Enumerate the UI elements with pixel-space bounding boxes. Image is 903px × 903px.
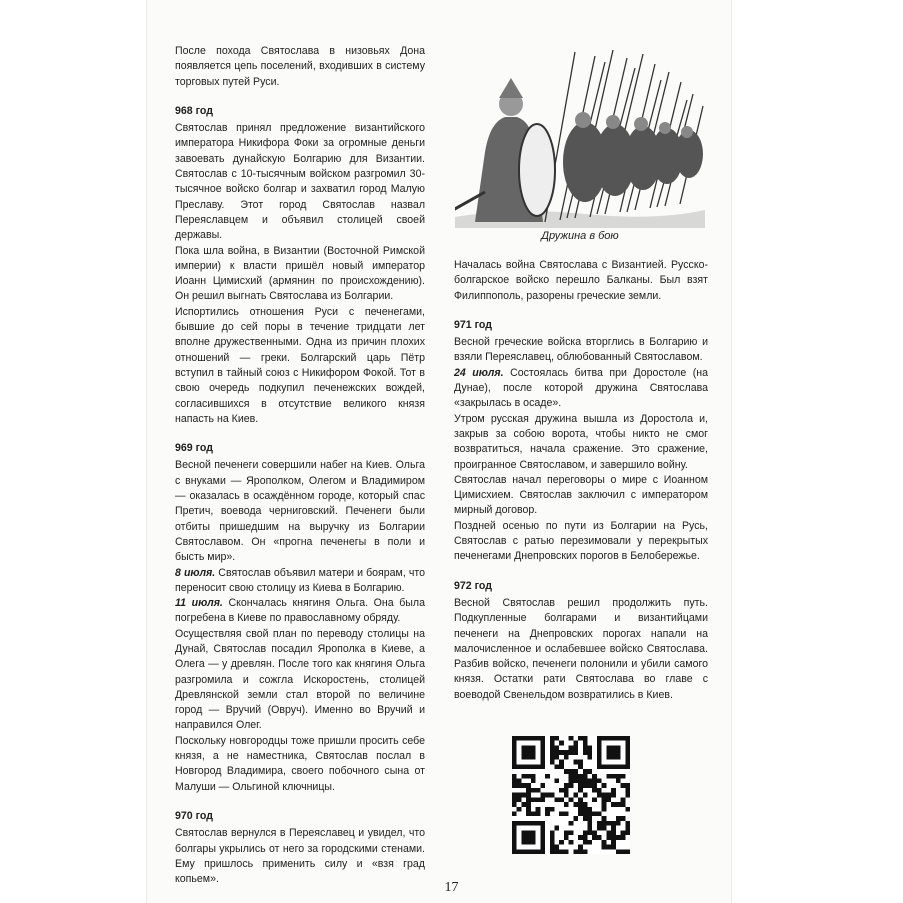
paragraph-971-1: Весной греческие войска вторглись в Болгарию и взяли Переяславец, облюбованный Святославом. [454,336,708,364]
date-24-july: 24 июля. [454,366,504,379]
paragraph-972-1: Весной Святослав решил продолжить путь. Подкупленные болгарами и византийцами печенеги на Днепровских порогах напали на малочисленное и ослабевшее войско Святослава. Разбив войско, печенеги полонили и убили самого князя. Остатки рати Святослава во главе с воеводой Свенельдом возвратились в Киев. [454,596,708,701]
date-8-july: 8 июля. [175,566,216,579]
paragraph-971-3: Утром русская дружина вышла из Доростола и, закрыв за собою ворота, чтобы никто не смог возвратиться, начала сражение. Это сражение, проигранное Святославом, и завершило войну. [454,412,708,471]
paragraph-969-1: Весной печенеги совершили набег на Киев. Ольга с внуками — Ярополком, Олегом и Владимиром — оказалась в осаждённом городе, который спас Претич, воевода черниговский. Печенеги были отбиты пришедшим на выручку из Болгарии Святославом. Он «прогна печенегы в поли и бысть мир». [175,459,425,564]
battle-illustration [455,42,705,228]
paragraph-969-2 [175,566,425,597]
paragraph-war-start: Началась война Святослава с Византией. Русско-болгарское войско перешло Балканы. Был взят Филиппополь, разорены греческие земли. [454,259,708,302]
year-heading-969: 969 год [175,442,213,455]
year-heading-971: 971 год [454,318,492,331]
left-column [175,44,425,887]
paragraph-968-1: Святослав принял предложение византийского императора Никифора Фоки за огромные деньги завоевать дунайскую Болгарию для Византии. Святослав с 10-тысячным войском разгромил 30-тысячное войско болгар и захватил город Малую Преславу. Этот город Святослав назвал Переяславцем и объявил столицей своей державы. [175,122,425,242]
intro-paragraph: После похода Святослава в низовьях Дона появляется цепь поселений, входивших в систему торговых путей Руси. [175,45,425,88]
paragraph-971-2-text: Состоялась битва при Доростоле (на Дунае), после которой дружина Святослава «закрылась в осаде». [454,366,708,410]
qr-code[interactable] [512,736,630,854]
paragraph-969-3 [175,596,425,627]
paragraph-968-3: Испортились отношения Руси с печенегами, бывшие до сей поры в течение тридцати лет вполне дружественными. Одна из причин плохих отношений — греки. Болгарский царь Пётр вступил в тайный союз с Никифором Фокой. Тот в свою очередь подкупил печенежских вождей, согласившихся в отсутствие великого князя напасть на Киев. [175,305,425,425]
illustration-caption: Дружина в бою [541,230,619,242]
paragraph-969-2-text: Святослав объявил матери и боярам, что переносит свою столицу из Киева в Болгарию. [175,566,425,594]
year-heading-972: 972 год [454,579,492,592]
page-number: 17 [444,880,459,895]
paragraph-971-5: Поздней осенью по пути из Болгарии на Русь, Святослав с ратью перезимовали у перекрытых печенегами Днепровских порогов в Белобережье. [454,519,708,563]
paragraph-969-3-text: Скончалась княгиня Ольга. Она была погребена в Киеве по православному обряду. [175,597,425,625]
paragraph-969-4: Осуществляя свой план по переводу столицы на Дунай, Святослав посадил Ярополка в Киеве, а Олега — у древлян. После того как княгиня Ольга разгромила и сожгла Искоростень, столицей Древлянской земли стал второй по величине город — Вручий (Овруч). Именно во Вручий и направился Олег. [175,627,425,732]
year-heading-968: 968 год [175,104,213,117]
paragraph-968-2: Пока шла война, в Византии (Восточной Римской империи) к власти пришёл новый император Иоанн Цимисхий (армянин по происхождению). Он решил выгнать Святослава из Болгарии. [175,244,425,303]
paragraph-970-1: Святослав вернулся в Переяславец и увидел, что болгары укрылись от него за городскими стенами. Ему пришлось применить силу и «взя град копьем». [175,827,425,886]
date-11-july: 11 июля. [175,597,223,610]
paragraph-971-2 [454,366,708,412]
paragraph-969-5: Поскольку новгородцы тоже пришли просить себе князя, а не наместника, Святослав послал в Новгород Владимира, своего побочного сына от Малуши — Ольгиной ключницы. [175,734,425,793]
right-column [454,258,708,703]
year-heading-970: 970 год [175,809,213,822]
paragraph-971-4: Святослав начал переговоры о мире с Иоанном Цимисхием. Святослав заключил с императором мирный договор. [454,473,708,517]
